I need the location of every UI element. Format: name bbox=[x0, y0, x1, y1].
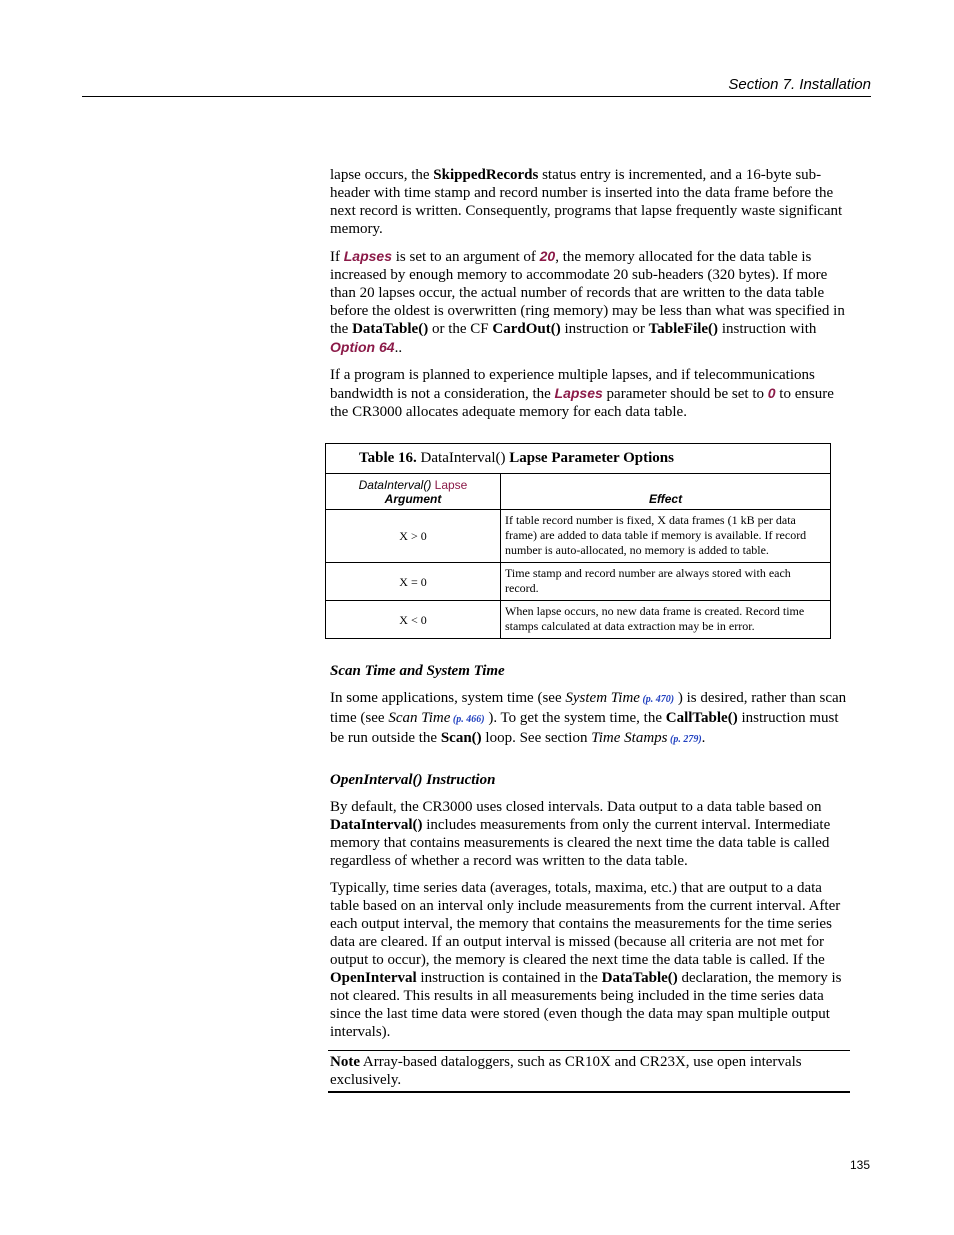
paragraph-skipped-records bbox=[330, 166, 848, 238]
cell-argument: X > 0 bbox=[326, 510, 501, 563]
cell-effect: When lapse occurs, no new data frame is created. Record time stamps calculated at data extraction may be in error. bbox=[501, 601, 831, 639]
page-header bbox=[82, 76, 871, 97]
instruction-openinterval: OpenInterval bbox=[330, 970, 417, 986]
instruction-datatable: DataTable() bbox=[352, 321, 429, 337]
instruction-scan: Scan() bbox=[440, 730, 482, 746]
ref-system-time: System Time bbox=[565, 690, 640, 706]
text: DataInterval() bbox=[416, 450, 510, 466]
text: In some applications, system time (see bbox=[330, 690, 566, 706]
text: Lapse Parameter Options bbox=[509, 450, 674, 466]
keyword-skippedrecords: SkippedRecords bbox=[433, 167, 539, 183]
paragraph-multiple-lapses bbox=[330, 366, 848, 421]
param-option-64: Option 64 bbox=[330, 339, 395, 355]
text: status entry is incremented, and a 16-byte sub-header with time stamp and record number is inserted into the data frame before the next record is written. Consequently, programs that lapse frequently waste significant memory. bbox=[330, 167, 843, 237]
instruction-datainterval: DataInterval() bbox=[330, 817, 423, 833]
text: If bbox=[330, 249, 344, 265]
cell-argument: X = 0 bbox=[326, 563, 501, 601]
text: By default, the CR3000 uses closed intervals. Data output to a data table based on bbox=[330, 799, 822, 815]
text: instruction with bbox=[718, 321, 817, 337]
table-row bbox=[326, 601, 831, 639]
paragraph-lapses-20 bbox=[330, 247, 848, 357]
text: or the CF bbox=[428, 321, 493, 337]
text: Typically, time series data (averages, totals, maxima, etc.) that are output to a data table based on an interval only include measurements from the current interval. After each output interval, the memory that contains the measurements for the time series data are cleared. If an output interval is missed (because all criteria are not met for output to occur), the memory is cleared the next time the data table is called. If the bbox=[330, 880, 841, 968]
note-label: Note bbox=[330, 1054, 360, 1070]
param-lapses: Lapses bbox=[554, 385, 603, 401]
page-link-279[interactable]: (p. 279) bbox=[667, 734, 702, 745]
heading-openinterval: OpenInterval() Instruction bbox=[330, 772, 496, 788]
param-value-0: 0 bbox=[767, 385, 776, 401]
ref-time-stamps: Time Stamps bbox=[591, 730, 668, 746]
instruction-calltable: CallTable() bbox=[665, 710, 738, 726]
instruction-datatable: DataTable() bbox=[601, 970, 678, 986]
text: instruction is contained in the bbox=[416, 970, 602, 986]
text: Lapse bbox=[431, 477, 468, 492]
text: instruction or bbox=[560, 321, 649, 337]
text: instruction must be run outside the bbox=[330, 710, 839, 746]
text: to ensure the CR3000 allocates adequate memory for each data table. bbox=[330, 386, 834, 420]
text: ) is desired, rather than scan time (see bbox=[330, 690, 847, 726]
note-text: Array-based dataloggers, such as CR10X and CR23X, use open intervals exclusively. bbox=[330, 1054, 802, 1088]
cell-effect: Time stamp and record number are always stored with each record. bbox=[501, 563, 831, 601]
text: parameter should be set to bbox=[602, 386, 768, 402]
column-header-argument bbox=[326, 474, 501, 510]
param-value-20: 20 bbox=[539, 248, 556, 264]
page-link-470[interactable]: (p. 470) bbox=[639, 694, 675, 705]
table-row bbox=[326, 510, 831, 563]
lapse-options-table bbox=[325, 443, 831, 639]
ref-scan-time: Scan Time bbox=[388, 710, 451, 726]
main-content bbox=[330, 166, 848, 1093]
table-caption bbox=[326, 444, 831, 474]
instruction-tablefile: TableFile() bbox=[648, 321, 719, 337]
column-header-effect: Effect bbox=[501, 474, 831, 510]
text: lapse occurs, the bbox=[330, 167, 434, 183]
page-link-466[interactable]: (p. 466) bbox=[450, 714, 485, 725]
section-title: Section 7. Installation bbox=[728, 76, 871, 93]
text: Argument bbox=[384, 491, 442, 506]
text: includes measurements from only the current interval. Intermediate memory that contains measurements is cleared the next time the data table is called regardless of whether a record was written to the data table. bbox=[330, 817, 831, 869]
cell-effect: If table record number is fixed, X data frames (1 kB per data frame) are added to data table if memory is available. If record number is auto-allocated, no memory is added to table. bbox=[501, 510, 831, 563]
instruction-cardout: CardOut() bbox=[492, 321, 561, 337]
text: loop. See section bbox=[481, 730, 592, 746]
text: If a program is planned to experience multiple lapses, and if telecommunications bandwidth is not a consideration, the bbox=[330, 367, 815, 402]
table-number: Table 16. bbox=[359, 450, 417, 466]
text: , the memory allocated for the data table is increased by enough memory to accommodate 20 sub-headers (320 bytes). If more than 20 lapses occur, the actual number of records that are written to the data table before the oldest is overwritten (ring memory) may be less than what was specified in the bbox=[330, 249, 845, 337]
param-lapses: Lapses bbox=[343, 248, 392, 264]
note-box bbox=[328, 1050, 850, 1093]
table-row bbox=[326, 563, 831, 601]
paragraph-time-series bbox=[330, 879, 848, 1041]
text: declaration, the memory is not cleared. This results in all measurements being included in the time series data since the last time data were stored (even though the data may span multiple output intervals). bbox=[330, 970, 842, 1040]
text: ). To get the system time, the bbox=[484, 710, 666, 726]
text: .. bbox=[394, 340, 403, 356]
paragraph-closed-intervals bbox=[330, 798, 848, 870]
text: . bbox=[701, 730, 706, 746]
page-number: 135 bbox=[849, 1158, 870, 1172]
heading-scan-time: Scan Time and System Time bbox=[330, 663, 505, 679]
text: DataInterval() bbox=[358, 477, 432, 492]
text: is set to an argument of bbox=[392, 249, 540, 265]
cell-argument: X < 0 bbox=[326, 601, 501, 639]
paragraph-scan-time bbox=[330, 689, 848, 749]
